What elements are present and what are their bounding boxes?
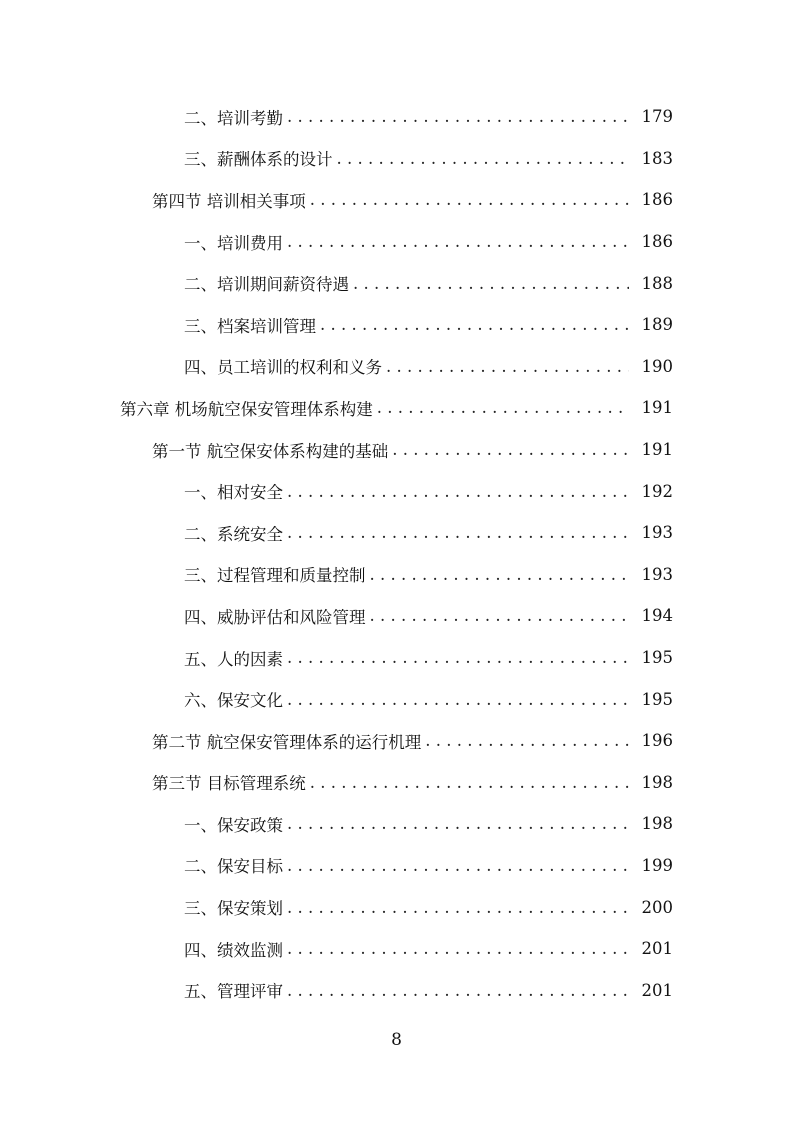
toc-entry-page: 183: [641, 148, 673, 168]
toc-section-entry[interactable]: [0, 762, 793, 804]
toc-entry-title: 五、管理评审: [184, 982, 283, 1002]
toc-dot-leader: [337, 149, 630, 168]
toc-entry-title: 第四节 培训相关事项: [152, 191, 306, 211]
toc-entry-title: 四、员工培训的权利和义务: [184, 358, 382, 378]
toc-entry-page: 195: [641, 648, 673, 668]
toc-entry-title: 六、保安文化: [184, 691, 283, 711]
toc-entry-title: 一、培训费用: [184, 233, 283, 253]
table-of-contents: [0, 96, 793, 1011]
toc-entry-page: 194: [641, 606, 673, 626]
toc-dot-leader: [287, 690, 629, 709]
toc-dot-leader: [287, 939, 629, 958]
toc-entry[interactable]: [0, 554, 793, 596]
toc-entry-title: 二、系统安全: [184, 524, 283, 544]
toc-section-entry[interactable]: [0, 429, 793, 471]
toc-entry[interactable]: [0, 637, 793, 679]
toc-entry-title: 第二节 航空保安管理体系的运行机理: [152, 732, 422, 752]
toc-dot-leader: [287, 107, 629, 126]
toc-dot-leader: [287, 523, 629, 542]
toc-entry-page: 199: [641, 855, 673, 875]
toc-entry-page: 191: [641, 398, 673, 418]
toc-dot-leader: [287, 482, 629, 501]
toc-chapter-entry[interactable]: [0, 387, 793, 429]
toc-entry-title: 三、保安策划: [184, 899, 283, 919]
toc-entry[interactable]: [0, 512, 793, 554]
toc-dot-leader: [386, 357, 629, 376]
toc-entry[interactable]: [0, 138, 793, 180]
toc-entry-title: 二、培训期间薪资待遇: [184, 275, 349, 295]
toc-entry-title: 第六章 机场航空保安管理体系构建: [120, 399, 373, 419]
toc-entry-title: 一、保安政策: [184, 815, 283, 835]
toc-entry-page: 196: [641, 731, 673, 751]
toc-entry-title: 三、档案培训管理: [184, 316, 316, 336]
toc-dot-leader: [310, 190, 629, 209]
toc-entry-title: 四、威胁评估和风险管理: [184, 607, 366, 627]
toc-entry-page: 198: [641, 772, 673, 792]
toc-dot-leader: [310, 773, 629, 792]
toc-dot-leader: [370, 606, 630, 625]
page-number: 8: [391, 1030, 402, 1050]
toc-entry-title: 三、过程管理和质量控制: [184, 566, 366, 586]
toc-entry-page: 179: [641, 107, 673, 127]
toc-entry[interactable]: [0, 928, 793, 970]
toc-entry-page: 193: [641, 564, 673, 584]
toc-dot-leader: [353, 274, 629, 293]
toc-dot-leader: [287, 898, 629, 917]
toc-dot-leader: [392, 440, 629, 459]
toc-entry[interactable]: [0, 304, 793, 346]
toc-entry-title: 五、人的因素: [184, 649, 283, 669]
toc-entry[interactable]: [0, 595, 793, 637]
toc-entry-title: 一、相对安全: [184, 483, 283, 503]
toc-entry-title: 三、薪酬体系的设计: [184, 150, 333, 170]
toc-dot-leader: [287, 232, 629, 251]
toc-dot-leader: [287, 856, 629, 875]
toc-dot-leader: [320, 315, 629, 334]
toc-dot-leader: [287, 981, 629, 1000]
toc-entry[interactable]: [0, 886, 793, 928]
toc-entry[interactable]: [0, 969, 793, 1011]
toc-entry-title: 二、培训考勤: [184, 108, 283, 128]
toc-entry-title: 二、保安目标: [184, 857, 283, 877]
toc-entry[interactable]: [0, 803, 793, 845]
toc-entry[interactable]: [0, 346, 793, 388]
toc-entry-page: 200: [641, 897, 673, 917]
toc-dot-leader: [370, 565, 630, 584]
toc-entry-page: 191: [641, 440, 673, 460]
toc-entry-page: 186: [641, 190, 673, 210]
toc-entry[interactable]: [0, 96, 793, 138]
toc-entry-page: 198: [641, 814, 673, 834]
toc-entry[interactable]: [0, 470, 793, 512]
toc-entry[interactable]: [0, 221, 793, 263]
toc-entry-page: 192: [641, 481, 673, 501]
toc-section-entry[interactable]: [0, 179, 793, 221]
toc-entry-page: 201: [641, 980, 673, 1000]
toc-entry-page: 193: [641, 523, 673, 543]
toc-entry-page: 201: [641, 939, 673, 959]
toc-entry-title: 第三节 目标管理系统: [152, 774, 306, 794]
toc-section-entry[interactable]: [0, 720, 793, 762]
toc-entry-page: 188: [641, 273, 673, 293]
toc-entry-page: 186: [641, 232, 673, 252]
toc-dot-leader: [377, 398, 629, 417]
toc-entry-title: 四、绩效监测: [184, 940, 283, 960]
toc-entry-page: 195: [641, 689, 673, 709]
toc-entry[interactable]: [0, 678, 793, 720]
toc-dot-leader: [287, 814, 629, 833]
toc-dot-leader: [425, 731, 629, 750]
toc-dot-leader: [287, 648, 629, 667]
toc-entry-title: 第一节 航空保安体系构建的基础: [152, 441, 389, 461]
toc-entry-page: 189: [641, 315, 673, 335]
toc-entry[interactable]: [0, 845, 793, 887]
toc-entry[interactable]: [0, 262, 793, 304]
toc-entry-page: 190: [641, 356, 673, 376]
